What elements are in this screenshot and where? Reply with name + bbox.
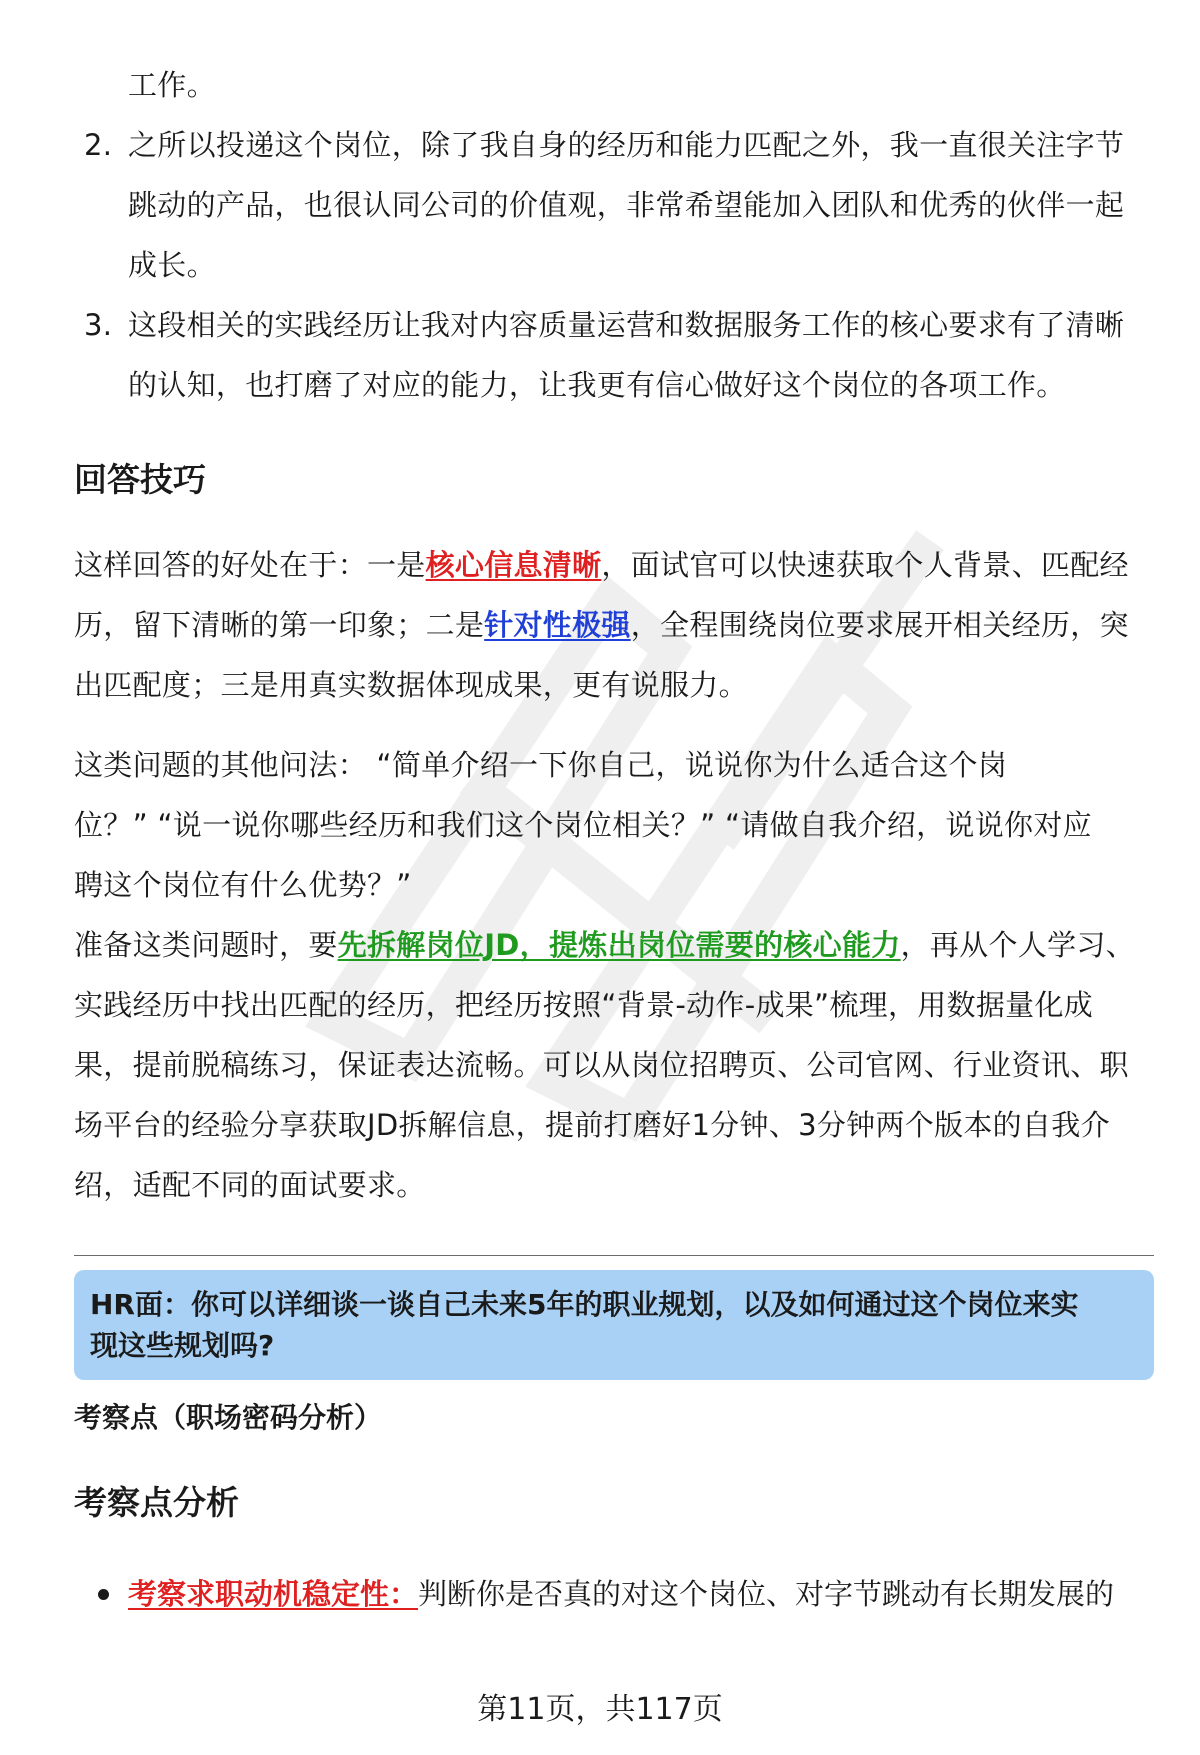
analysis-bullets — [74, 1564, 1154, 1624]
text-run: 聘这个岗位有什么优势？” — [74, 868, 412, 902]
section-heading-analysis: 考察点分析 — [74, 1483, 239, 1522]
numbered-list — [74, 115, 1154, 415]
list-line: 跳动的产品，也很认同公司的价值观，非常希望能加入团队和优秀的伙伴一起 — [128, 188, 1125, 222]
text-run: 这样回答的好处在于：一是 — [74, 548, 426, 582]
list-line: 之所以投递这个岗位，除了我自身的经历和能力匹配之外，我一直很关注字节 — [128, 128, 1125, 162]
list-item — [74, 295, 1154, 415]
list-line: 这段相关的实践经历让我对内容质量运营和数据服务工作的核心要求有了清晰 — [128, 308, 1125, 342]
page-number: 第11页，共117页 — [477, 1692, 723, 1727]
highlight-motivation: 考察求职动机稳定性： — [128, 1577, 419, 1611]
question-box — [74, 1270, 1154, 1380]
highlight-targeted: 针对性极强 — [484, 608, 631, 642]
text-run: 历，留下清晰的第一印象；二是 — [74, 608, 485, 642]
text-run: 位？” “说一说你哪些经历和我们这个岗位相关？” “请做自我介绍，说说你对应 — [74, 808, 1092, 842]
bullet-dot-icon — [98, 1589, 109, 1600]
question-line: HR面：你可以详细谈一谈自己未来5年的职业规划，以及如何通过这个岗位来实 — [90, 1288, 1079, 1321]
page-content — [74, 55, 1154, 1624]
section-heading-tips: 回答技巧 — [74, 460, 206, 499]
highlight-jd: 先拆解岗位JD，提炼出岗位需要的核心能力 — [337, 928, 901, 962]
list-item — [74, 115, 1154, 295]
text-run: 果，提前脱稿练习，保证表达流畅。可以从岗位招聘页、公司官网、行业资讯、职 — [74, 1048, 1129, 1082]
list-number: 3. — [84, 308, 113, 342]
list-item-continuation: 工作。 — [128, 68, 216, 102]
text-run: 这类问题的其他问法： “简单介绍一下你自己，说说你为什么适合这个岗 — [74, 748, 1008, 782]
text-run: ，全程围绕岗位要求展开相关经历，突 — [630, 608, 1129, 642]
assessment-point-label: 考察点（职场密码分析） — [74, 1401, 383, 1434]
text-run: ，再从个人学习、 — [900, 928, 1135, 962]
text-run: 实践经历中找出匹配的经历，把经历按照“背景-动作-成果”梳理，用数据量化成 — [74, 988, 1094, 1022]
text-run: 场平台的经验分享获取JD拆解信息，提前打磨好1分钟、3分钟两个版本的自我介 — [74, 1108, 1110, 1142]
list-line: 的认知，也打磨了对应的能力，让我更有信心做好这个岗位的各项工作。 — [128, 368, 1066, 402]
bullet-item — [74, 1564, 1154, 1624]
bullet-text: 判断你是否真的对这个岗位、对字节跳动有长期发展的 — [418, 1577, 1115, 1611]
highlight-core-info: 核心信息清晰 — [425, 548, 602, 582]
text-run: ，面试官可以快速获取个人背景、匹配经 — [601, 548, 1129, 582]
text-run: 出匹配度；三是用真实数据体现成果，更有说服力。 — [74, 668, 748, 702]
tips-paragraph — [74, 535, 1154, 715]
list-line: 成长。 — [128, 248, 216, 282]
list-number: 2. — [84, 128, 113, 162]
text-run: 绍，适配不同的面试要求。 — [74, 1168, 426, 1202]
alternatives-paragraph — [74, 735, 1154, 1215]
question-line: 现这些规划吗? — [90, 1329, 275, 1362]
text-run: 准备这类问题时，要 — [74, 928, 338, 962]
